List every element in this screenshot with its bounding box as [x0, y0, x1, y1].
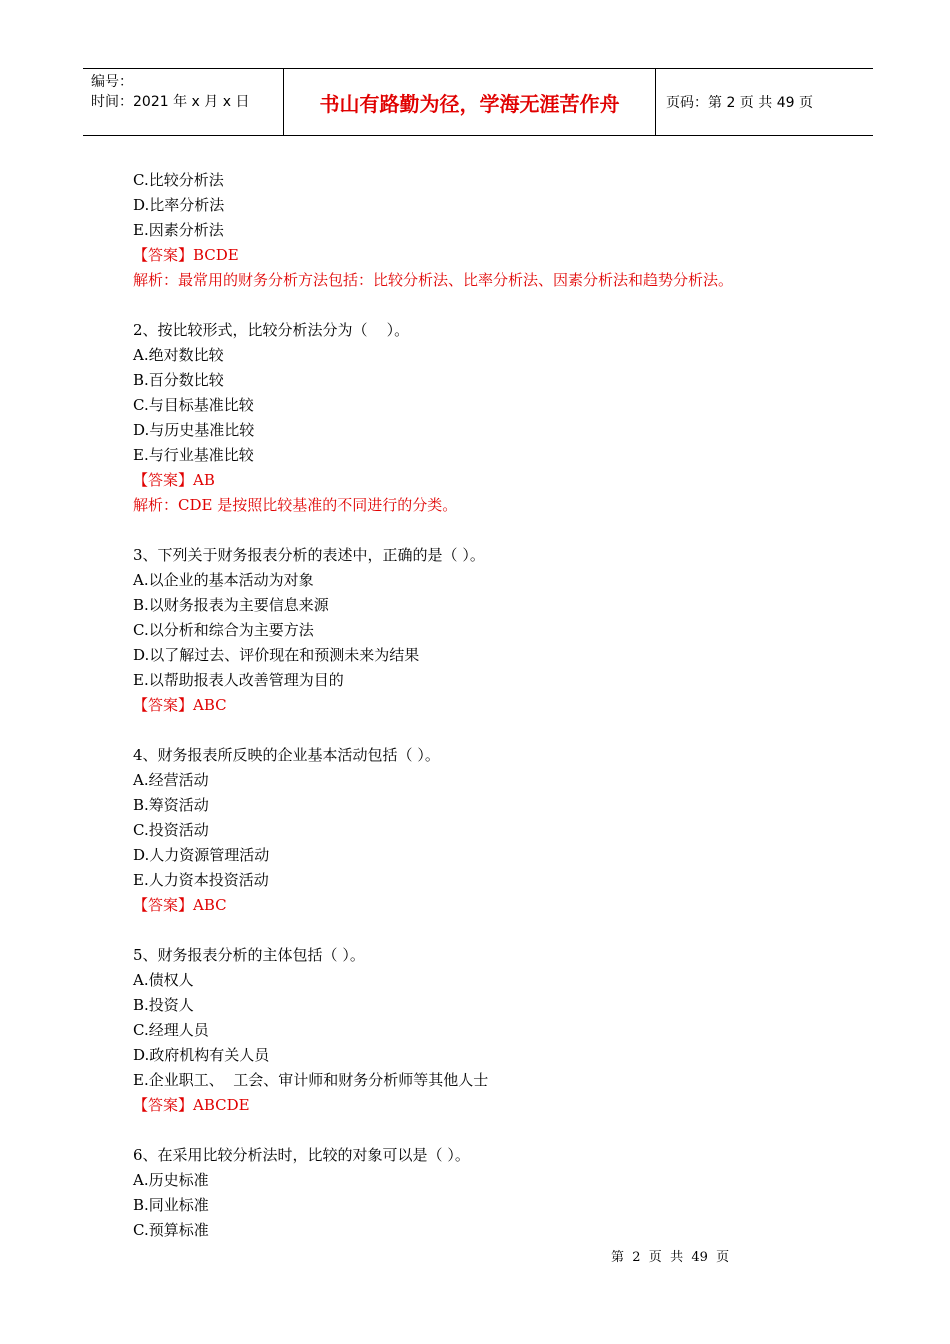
page-header — [83, 68, 873, 136]
option-line: D.比率分析法 — [133, 196, 225, 214]
header-page-info: 页码：第 2 页 共 49 页 — [666, 95, 813, 111]
option-line: A.绝对数比较 — [133, 346, 224, 364]
option-line: E.以帮助报表人改善管理为目的 — [133, 671, 344, 689]
time-label: 时间：2021 年 x 月 x 日 — [91, 94, 250, 110]
question-line: 4、财务报表所反映的企业基本活动包括（ ）。 — [133, 746, 440, 764]
option-line: C.预算标准 — [133, 1221, 209, 1239]
header-motto: 书山有路勤为径，学海无涯苦作舟 — [284, 69, 656, 135]
block-gap — [133, 718, 833, 743]
block-gap — [133, 1118, 833, 1143]
question-block — [133, 743, 833, 918]
option-line: A.经营活动 — [133, 771, 209, 789]
question-line: 2、按比较形式，比较分析法分为（ ）。 — [133, 321, 410, 339]
question-block — [133, 543, 833, 718]
option-line: B.筹资活动 — [133, 796, 209, 814]
answer-line: 【答案】ABCDE — [133, 1096, 250, 1114]
question-line: 6、在采用比较分析法时，比较的对象可以是（ ）。 — [133, 1146, 470, 1164]
option-line: C.与目标基准比较 — [133, 396, 254, 414]
option-line: D.以了解过去、评价现在和预测未来为结果 — [133, 646, 420, 664]
question-block — [133, 318, 833, 518]
option-line: A.债权人 — [133, 971, 194, 989]
option-line: E.人力资本投资活动 — [133, 871, 269, 889]
analysis-line: 解析：最常用的财务分析方法包括：比较分析法、比率分析法、因素分析法和趋势分析法。 — [133, 271, 734, 289]
option-line: E.因素分析法 — [133, 221, 224, 239]
question-block — [133, 943, 833, 1118]
question-line: 5、财务报表分析的主体包括（ ）。 — [133, 946, 365, 964]
answer-line: 【答案】BCDE — [133, 246, 239, 264]
option-line: C.比较分析法 — [133, 171, 224, 189]
option-line: C.经理人员 — [133, 1021, 209, 1039]
analysis-line: 解析：CDE 是按照比较基准的不同进行的分类。 — [133, 496, 458, 514]
block-gap — [133, 518, 833, 543]
option-line: B.投资人 — [133, 996, 194, 1014]
answer-line: 【答案】ABC — [133, 896, 227, 914]
option-line: E.企业职工、 工会、审计师和财务分析师等其他人士 — [133, 1071, 489, 1089]
option-line: D.与历史基准比较 — [133, 421, 255, 439]
option-line: D.政府机构有关人员 — [133, 1046, 270, 1064]
block-gap — [133, 293, 833, 318]
option-line: B.以财务报表为主要信息来源 — [133, 596, 329, 614]
option-line: C.投资活动 — [133, 821, 209, 839]
option-line: A.历史标准 — [133, 1171, 209, 1189]
header-meta — [83, 69, 284, 135]
option-line: B.百分数比较 — [133, 371, 224, 389]
question-block — [133, 168, 833, 293]
question-block — [133, 1143, 833, 1243]
option-line: D.人力资源管理活动 — [133, 846, 270, 864]
answer-line: 【答案】ABC — [133, 696, 227, 714]
option-line: A.以企业的基本活动为对象 — [133, 571, 314, 589]
code-label: 编号： — [91, 74, 133, 90]
page-footer: 第 2 页 共 49 页 — [611, 1250, 730, 1265]
option-line: C.以分析和综合为主要方法 — [133, 621, 314, 639]
option-line: B.同业标准 — [133, 1196, 209, 1214]
answer-line: 【答案】AB — [133, 471, 215, 489]
block-gap — [133, 918, 833, 943]
question-line: 3、下列关于财务报表分析的表述中，正确的是（ ）。 — [133, 546, 485, 564]
option-line: E.与行业基准比较 — [133, 446, 254, 464]
document-body — [133, 168, 833, 1243]
